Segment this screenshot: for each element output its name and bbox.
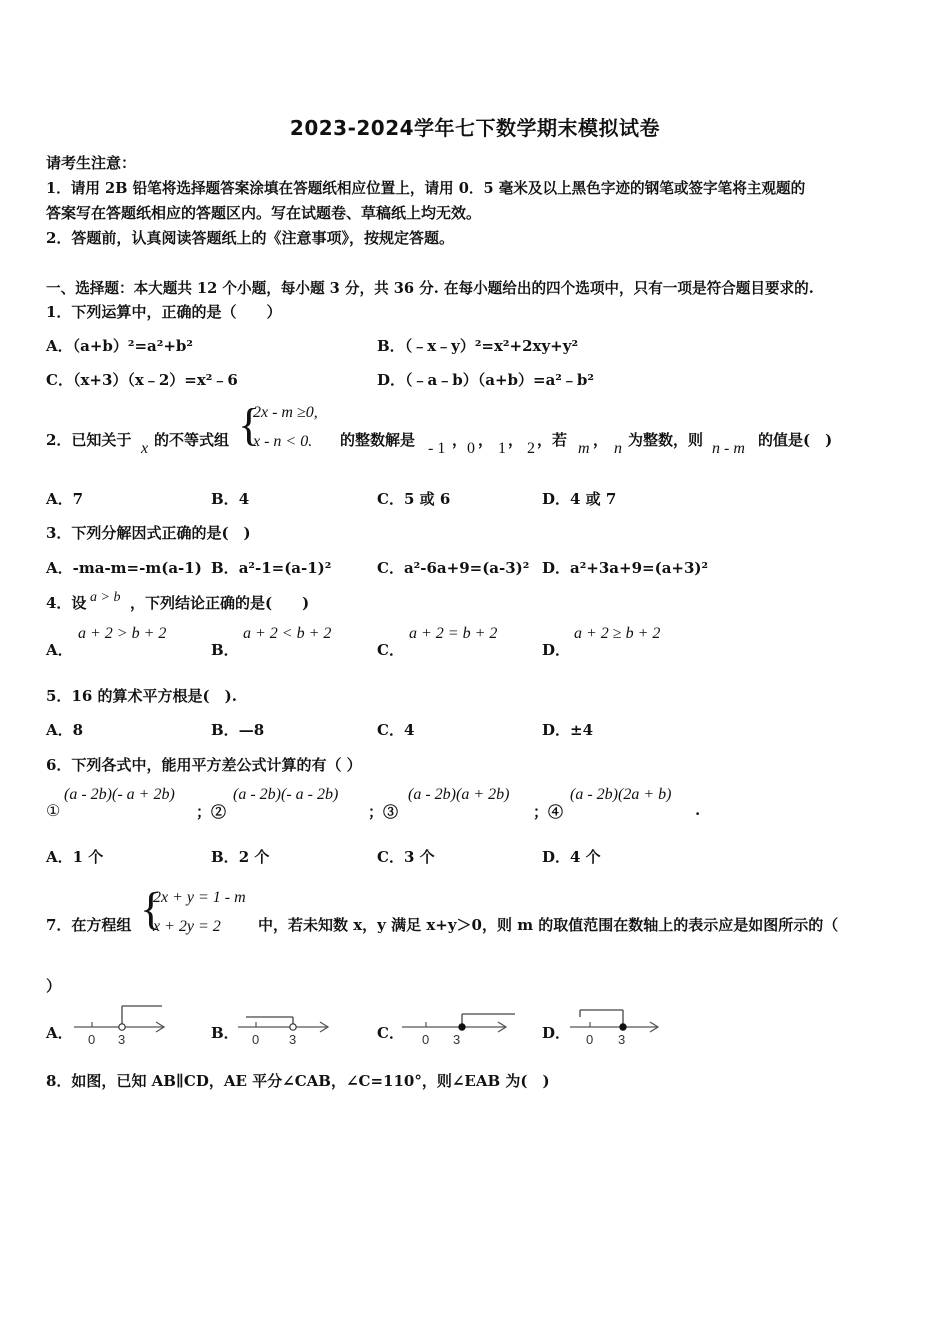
q7-option-a-label[interactable]: A． bbox=[46, 1024, 73, 1042]
q1-option-c[interactable] bbox=[46, 369, 238, 390]
option-text: 4 或 7 bbox=[570, 490, 617, 508]
q4-option-a[interactable]: a + 2 > b + 2 bbox=[78, 625, 167, 642]
comma: ， bbox=[452, 431, 468, 449]
q6-option-b[interactable] bbox=[211, 846, 269, 867]
q7-equation-2: x + 2y = 2 bbox=[153, 918, 221, 935]
option-text: （x+3）（x﹣2）=x²﹣6 bbox=[72, 371, 238, 389]
option-label: C． bbox=[377, 559, 404, 577]
q7-prefix: 7．在方程组 bbox=[46, 916, 132, 934]
q4-option-b-label[interactable]: B． bbox=[211, 641, 239, 659]
option-label: C． bbox=[46, 371, 73, 389]
q2-after: 的整数解是 bbox=[340, 431, 416, 449]
tick-0-label: 0 bbox=[88, 1032, 96, 1047]
option-label: A． bbox=[46, 559, 73, 577]
q2-option-b[interactable] bbox=[211, 488, 249, 509]
tick-3-label: 3 bbox=[289, 1032, 297, 1047]
q2-var-n: n bbox=[614, 440, 622, 457]
option-label: B． bbox=[211, 559, 239, 577]
tick-0-label: 0 bbox=[252, 1032, 260, 1047]
q2-ruo: ，若 bbox=[537, 431, 568, 449]
option-label: B． bbox=[211, 490, 239, 508]
open-dot bbox=[119, 1024, 125, 1030]
option-text: 2 个 bbox=[238, 848, 270, 866]
q6-option-c[interactable] bbox=[377, 846, 435, 867]
option-text: 8 bbox=[72, 721, 84, 739]
q2-end: 的值是( ) bbox=[758, 431, 833, 449]
q5-option-a[interactable] bbox=[46, 719, 83, 740]
q2-option-d[interactable] bbox=[542, 488, 616, 509]
q6-expr-1: (a - 2b)(- a + 2b) bbox=[64, 786, 175, 803]
q4-condition: a > b bbox=[90, 590, 121, 605]
option-label: B． bbox=[377, 337, 405, 355]
option-text: ±4 bbox=[570, 721, 594, 739]
q6-expr-4: (a - 2b)(2a + b) bbox=[570, 786, 672, 803]
option-text: （﹣x﹣y）²=x²+2xy+y² bbox=[404, 337, 579, 355]
q4-option-a-label[interactable]: A． bbox=[46, 641, 73, 659]
q1-stem: 1．下列运算中，正确的是（ ） bbox=[46, 303, 282, 321]
option-text: （a+b）²=a²+b² bbox=[72, 337, 193, 355]
tick-0-label: 0 bbox=[586, 1032, 594, 1047]
notice-line-1: 1．请用 2B 铅笔将选择题答案涂填在答题纸相应位置上，请用 0．5 毫米及以上黑色字迹的钢笔或签字笔将主观题的 bbox=[46, 180, 806, 197]
comma: ， bbox=[593, 431, 609, 449]
q4-option-b[interactable]: a + 2 < b + 2 bbox=[243, 625, 332, 642]
section-heading: 一、选择题：本大题共 12 个小题，每小题 3 分，共 36 分. 在每小题给出的四个选项中，只有一项是符合题目要求的. bbox=[46, 280, 814, 297]
q2-mid: 的不等式组 bbox=[154, 431, 230, 449]
q6-mark-1: ① bbox=[46, 801, 61, 820]
q2-inequality-2: x - n < 0. bbox=[253, 433, 313, 450]
option-text: 4 bbox=[238, 490, 250, 508]
notice-line-2: 2．答题前，认真阅读答题纸上的《注意事项》，按规定答题。 bbox=[46, 229, 454, 247]
option-text: 5 或 6 bbox=[403, 490, 451, 508]
q1-option-d[interactable] bbox=[377, 369, 594, 390]
q2-value-4: 2 bbox=[527, 440, 535, 457]
q5-option-d[interactable] bbox=[542, 719, 593, 740]
q2-value-1: - 1 bbox=[428, 440, 446, 457]
q2-brace: { bbox=[238, 399, 261, 450]
tick-3-label: 3 bbox=[453, 1032, 461, 1047]
notice-line-1b: 答案写在答题纸相应的答题区内。写在试题卷、草稿纸上均无效。 bbox=[46, 204, 482, 222]
option-text: （﹣a﹣b）（a+b）=a²﹣b² bbox=[405, 371, 594, 389]
q5-option-c[interactable] bbox=[377, 719, 414, 740]
q1-option-b[interactable] bbox=[377, 335, 578, 356]
page-title: 2023-2024学年七下数学期末模拟试卷 bbox=[289, 116, 661, 140]
filled-dot bbox=[459, 1024, 465, 1030]
q7-number-line-b[interactable] bbox=[236, 1000, 336, 1048]
q1-option-a[interactable] bbox=[46, 335, 193, 356]
q2-option-a[interactable] bbox=[46, 488, 83, 509]
option-label: D． bbox=[542, 559, 571, 577]
comma: ， bbox=[478, 431, 494, 449]
option-text: 1 个 bbox=[72, 848, 104, 866]
q6-option-a[interactable] bbox=[46, 846, 103, 867]
q5-option-b[interactable] bbox=[211, 719, 264, 740]
q3-option-d[interactable] bbox=[542, 557, 708, 578]
tick-0-label: 0 bbox=[422, 1032, 430, 1047]
q5-stem: 5．16 的算术平方根是( ). bbox=[46, 687, 237, 705]
option-label: D． bbox=[377, 371, 406, 389]
option-text: a²+3a+9=(a+3)² bbox=[570, 559, 709, 577]
q7-text: 中，若未知数 x，y 满足 x+y＞0，则 m 的取值范围在数轴上的表示应是如图所示的（ bbox=[258, 916, 839, 934]
option-label: D． bbox=[542, 721, 571, 739]
q7-brace: { bbox=[140, 883, 163, 934]
q2-var-x: x bbox=[141, 440, 149, 457]
q2-var-m: m bbox=[578, 440, 590, 457]
q6-expr-3: (a - 2b)(a + 2b) bbox=[408, 786, 510, 803]
filled-dot bbox=[620, 1024, 626, 1030]
option-label: C． bbox=[377, 490, 404, 508]
notice-heading: 请考生注意： bbox=[46, 154, 137, 172]
option-label: A． bbox=[46, 721, 73, 739]
q6-option-d[interactable] bbox=[542, 846, 601, 867]
option-text: a²-6a+9=(a-3)² bbox=[403, 559, 530, 577]
q3-option-a[interactable] bbox=[46, 557, 202, 578]
q7-number-line-d[interactable] bbox=[568, 1000, 668, 1048]
q7-option-c-label[interactable]: C． bbox=[377, 1024, 404, 1042]
q6-mark-2: ；② bbox=[196, 803, 227, 821]
option-text: —8 bbox=[238, 721, 265, 739]
tick-3-label: 3 bbox=[618, 1032, 626, 1047]
q3-option-c[interactable] bbox=[377, 557, 529, 578]
q7-number-line-c[interactable] bbox=[400, 1000, 520, 1048]
q6-mark-3: ；③ bbox=[368, 803, 399, 821]
q4-option-c[interactable]: a + 2 = b + 2 bbox=[409, 625, 498, 642]
option-text: 7 bbox=[72, 490, 84, 508]
q3-stem: 3．下列分解因式正确的是( ) bbox=[46, 524, 251, 542]
q2-expr: n - m bbox=[712, 440, 745, 457]
q2-prefix: 2．已知关于 bbox=[46, 431, 132, 449]
option-label: B． bbox=[211, 848, 239, 866]
tick-3-label: 3 bbox=[118, 1032, 126, 1047]
q2-tail: 为整数，则 bbox=[628, 431, 704, 449]
option-label: C． bbox=[377, 848, 404, 866]
q6-end: . bbox=[695, 801, 701, 819]
q4-option-d-label[interactable]: D． bbox=[542, 641, 571, 659]
open-dot bbox=[290, 1024, 296, 1030]
q6-mark-4: ；④ bbox=[533, 803, 564, 821]
option-text: a²-1=(a-1)² bbox=[238, 559, 332, 577]
option-text: 4 个 bbox=[570, 848, 601, 866]
option-label: D． bbox=[542, 848, 571, 866]
q3-option-b[interactable] bbox=[211, 557, 331, 578]
q2-inequality-1: 2x - m ≥0, bbox=[253, 404, 318, 421]
q2-option-c[interactable] bbox=[377, 488, 450, 509]
q7-close: ） bbox=[46, 977, 62, 995]
option-text: 4 bbox=[403, 721, 415, 739]
q7-option-d-label[interactable]: D． bbox=[542, 1024, 571, 1042]
option-label: B． bbox=[211, 721, 239, 739]
option-label: A． bbox=[46, 337, 73, 355]
q7-option-b-label[interactable]: B． bbox=[211, 1024, 239, 1042]
q8-stem: 8．如图，已知 AB∥CD，AE 平分∠CAB，∠C=110°，则∠EAB 为( ) bbox=[46, 1072, 550, 1090]
option-label: A． bbox=[46, 490, 73, 508]
q4-option-d[interactable]: a + 2 ≥ b + 2 bbox=[574, 625, 661, 642]
comma: ， bbox=[508, 431, 524, 449]
option-label: D． bbox=[542, 490, 571, 508]
option-label: C． bbox=[377, 721, 404, 739]
option-text: 3 个 bbox=[403, 848, 435, 866]
q2-value-2: 0 bbox=[467, 440, 475, 457]
q4-stem-post: ，下列结论正确的是( ) bbox=[130, 594, 310, 612]
option-label: A． bbox=[46, 848, 73, 866]
q7-number-line-a[interactable] bbox=[72, 1000, 172, 1048]
q4-stem-pre: 4．设 bbox=[46, 594, 87, 612]
q6-stem: 6．下列各式中，能用平方差公式计算的有（ ） bbox=[46, 756, 362, 774]
q4-option-c-label[interactable]: C． bbox=[377, 641, 404, 659]
q6-expr-2: (a - 2b)(- a - 2b) bbox=[233, 786, 339, 803]
q2-value-3: 1 bbox=[498, 440, 506, 457]
option-text: -ma-m=-m(a-1) bbox=[72, 559, 202, 577]
q7-equation-1: 2x + y = 1 - m bbox=[153, 889, 246, 906]
